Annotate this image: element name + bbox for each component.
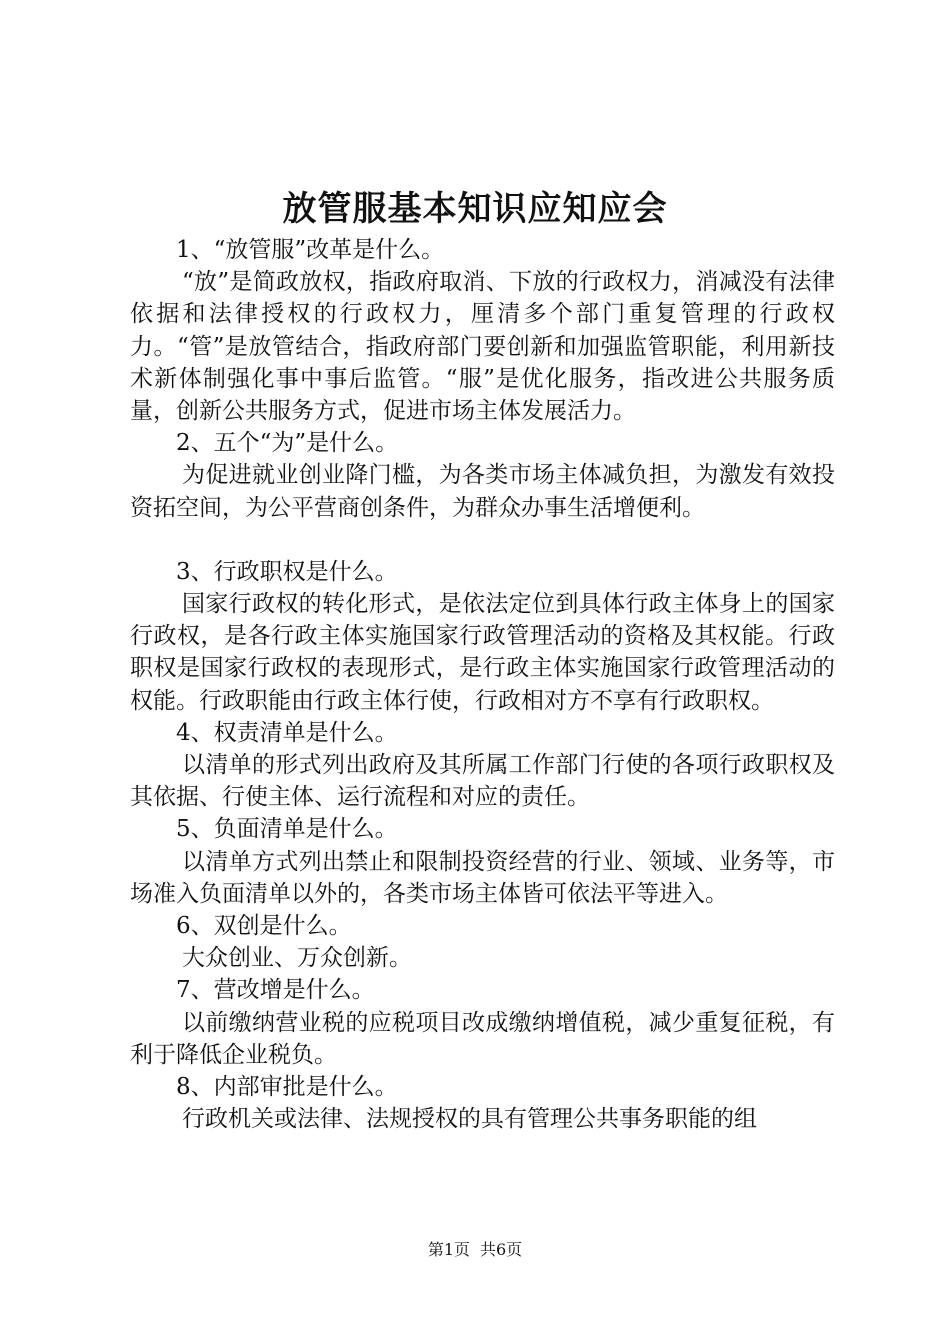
section-paragraph: 以前缴纳营业税的应税项目改成缴纳增值税，减少重复征税，有利于降低企业税负。	[130, 1009, 835, 1068]
section-paragraph: 以清单的形式列出政府及其所属工作部门行使的各项行政职权及其依据、行使主体、运行流程和对应的责任。	[130, 752, 835, 811]
page-total: 共6页	[480, 1240, 523, 1259]
section-paragraph: 为促进就业创业降门槛，为各类市场主体减负担，为激发有效投资拓空间，为公平营商创条件，为群众办事生活增便利。	[130, 462, 835, 521]
section-heading: 1、“放管服”改革是什么。	[176, 237, 445, 263]
document-body	[130, 234, 835, 1135]
section-heading: 4、权责清单是什么。	[176, 719, 398, 746]
section-paragraph: 国家行政权的转化形式，是依法定位到具体行政主体身上的国家行政权，是各行政主体实施国家行政管理活动的资格及其权能。行政职权是国家行政权的表现形式，是行政主体实施国家行政管理活动的权能。行政职能由行政主体行使，行政相对方不享有行政职权。	[130, 591, 835, 714]
page-title: 放管服基本知识应知应会	[282, 189, 668, 229]
section-heading: 3、行政职权是什么。	[176, 558, 398, 585]
section-heading: 8、内部审批是什么。	[176, 1074, 398, 1101]
paragraph-gap	[130, 524, 835, 556]
page-number: 第1页	[427, 1240, 470, 1259]
section-heading: 2、五个“为”是什么。	[176, 430, 399, 457]
section-heading: 5、负面清单是什么。	[176, 816, 398, 843]
section-heading: 7、营改增是什么。	[176, 977, 375, 1004]
section-paragraph: 以清单方式列出禁止和限制投资经营的行业、领域、业务等，市场准入负面清单以外的，各类市场主体皆可依法平等进入。	[130, 848, 835, 907]
section-paragraph: 行政机关或法律、法规授权的具有管理公共事务职能的组	[182, 1106, 757, 1133]
section-paragraph: 大众创业、万众创新。	[182, 945, 412, 972]
section-heading: 6、双创是什么。	[176, 913, 352, 940]
page-footer	[0, 1238, 950, 1262]
section-paragraph: “放”是简政放权，指政府取消、下放的行政权力，消减没有法律依据和法律授权的行政权力，厘清多个部门重复管理的行政权力。“管”是放管结合，指政府部门要创新和加强监管职能，利用新技术新体制强化事中事后监管。“服”是优化服务，指改进公共服务质量，创新公共服务方式，促进市场主体发展活力。	[130, 269, 835, 425]
